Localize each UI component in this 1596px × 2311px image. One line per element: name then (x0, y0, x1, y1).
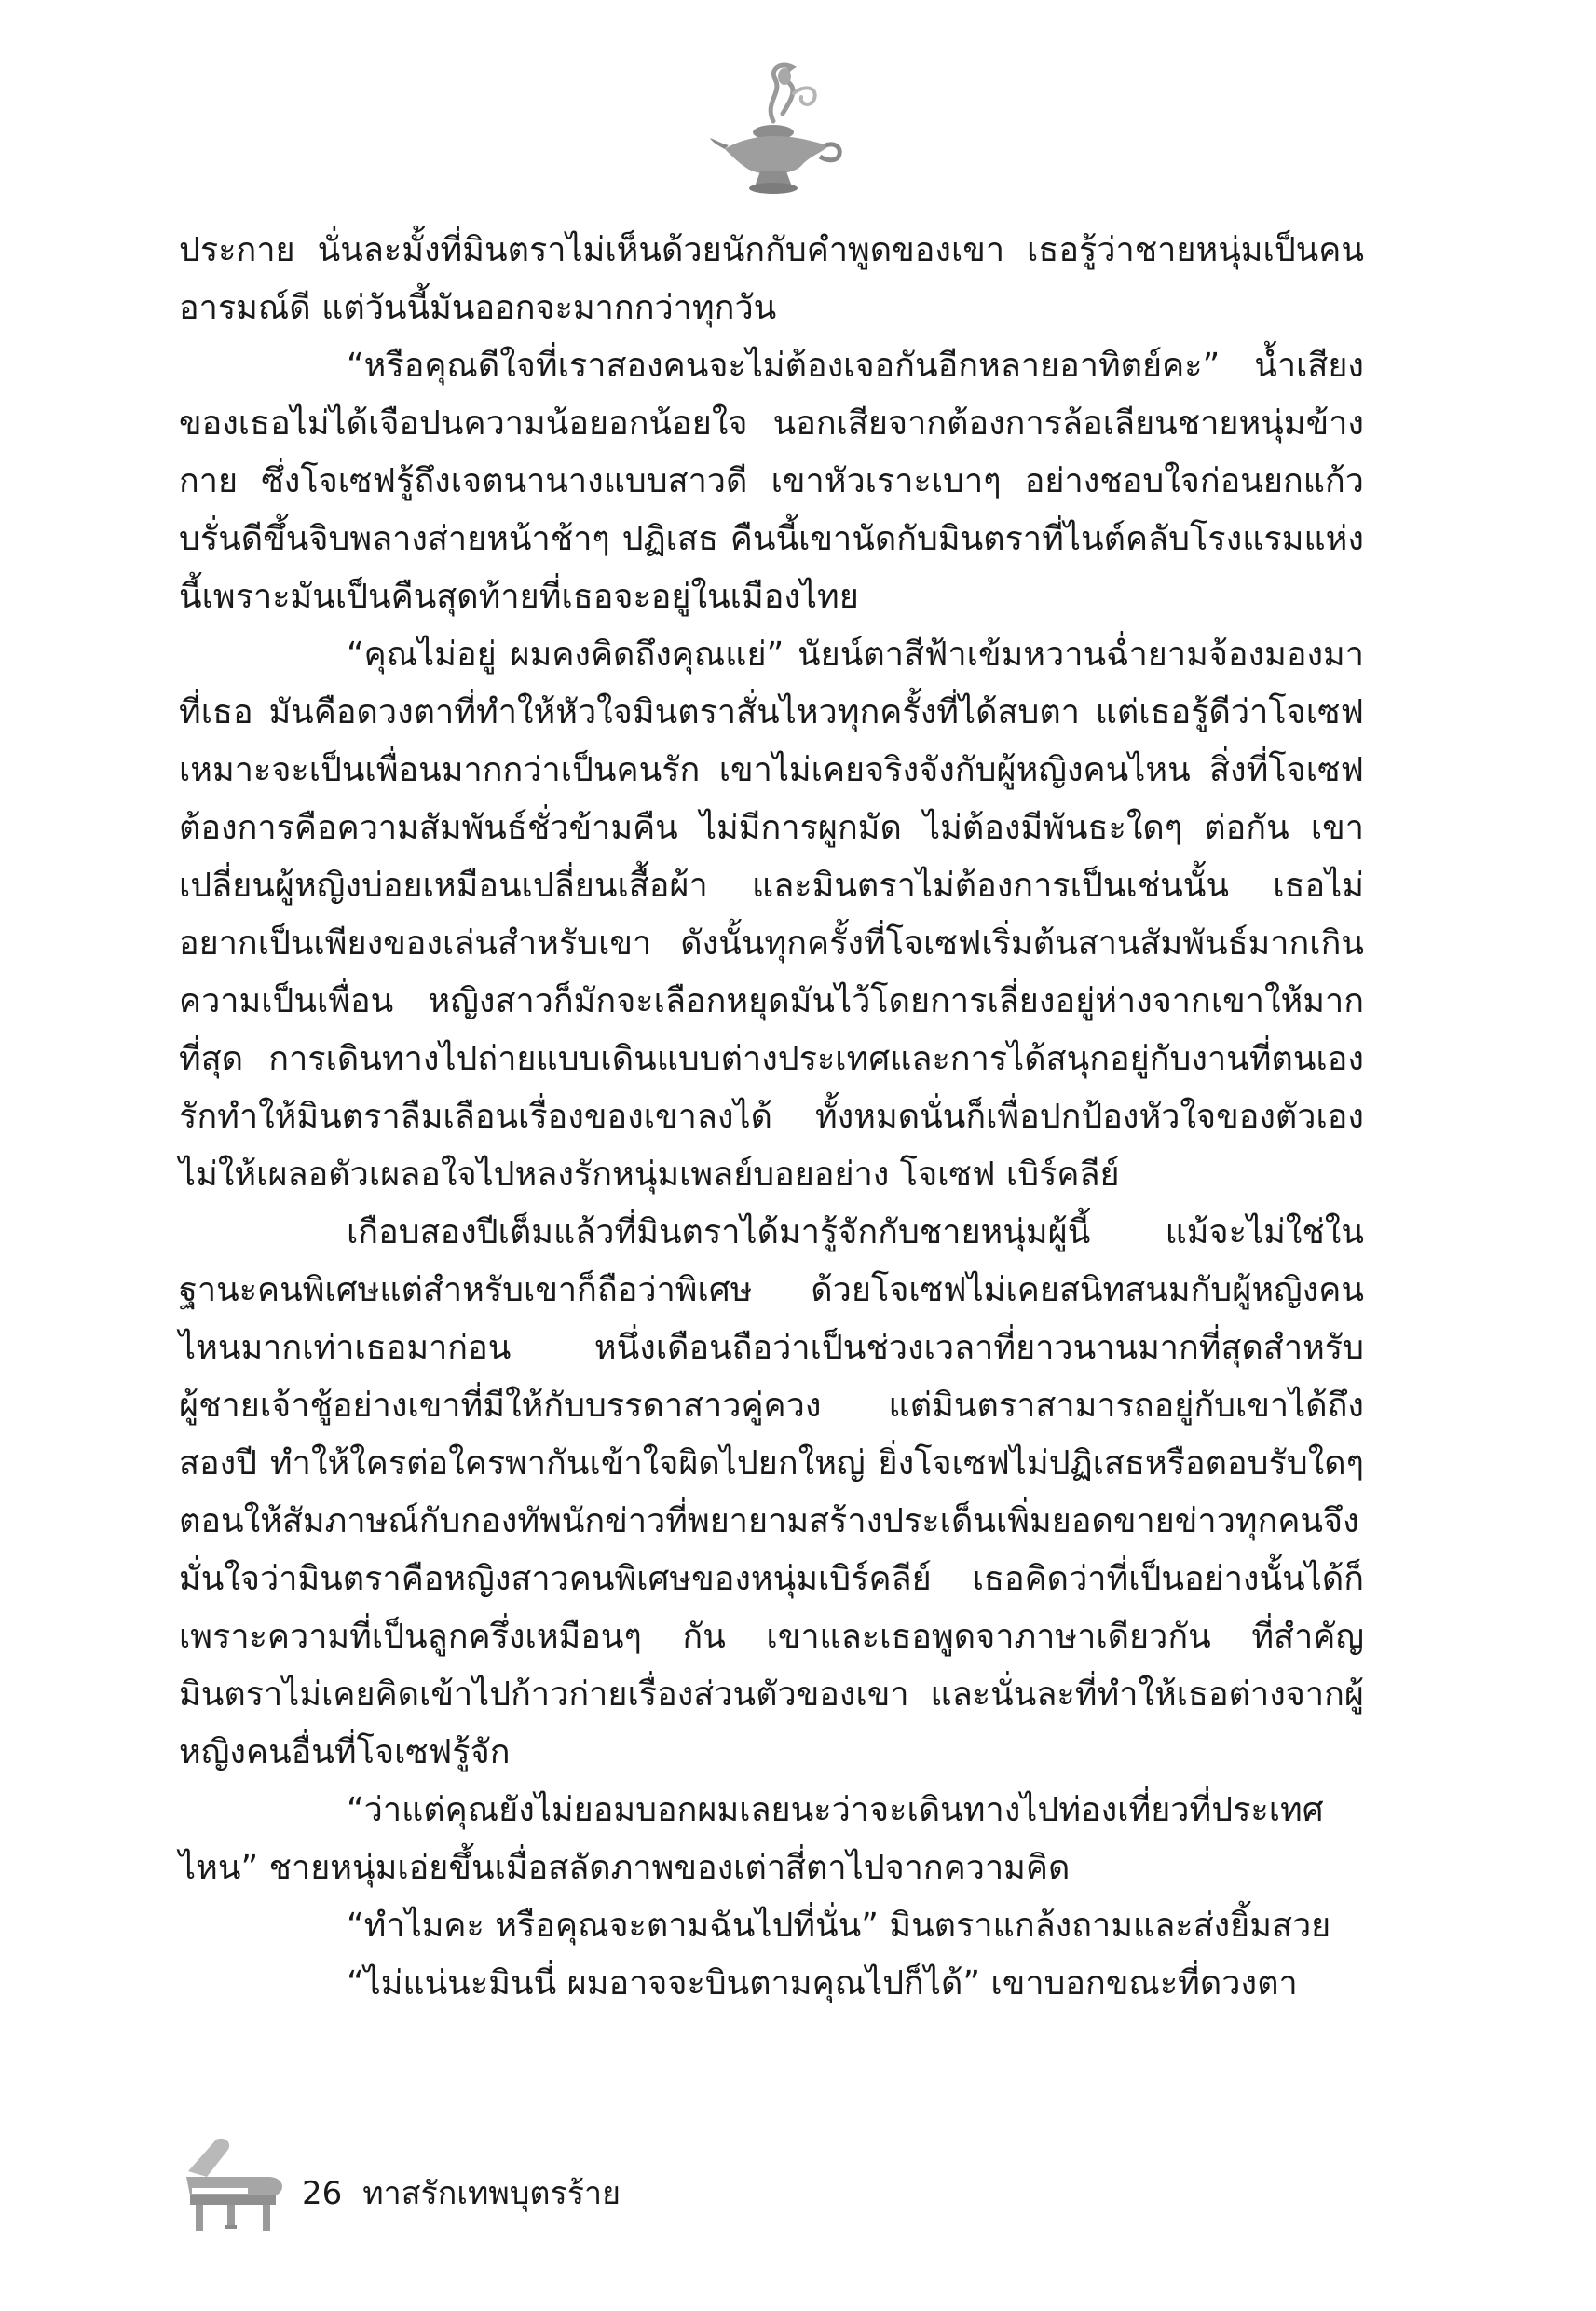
footer-text (302, 2167, 641, 2218)
paragraph: “ทำไมคะ หรือคุณจะตามฉันไปที่นั่น” มินตราแกล้งถามและส่งยิ้มสวย (347, 1907, 1331, 1945)
book-title: ทาสรักเทพบุตรร้าย (362, 2175, 621, 2212)
paragraph: “ว่าแต่คุณยังไม่ยอมบอกผมเลยนะว่าจะเดินทางไปท่องเที่ยวที่ประเทศไหน” ชายหนุ่มเอ่ยขึ้นเมื่อสลัดภาพของเต่าสี่ตาไปจากความคิด (179, 1791, 1324, 1887)
paragraph: “คุณไม่อยู่ ผมคงคิดถึงคุณแย่” นัยน์ตาสีฟ้าเข้มหวานฉ่ำยามจ้องมองมาที่เธอ มันคือดวงตาที่ทำให้หัวใจมินตราสั่นไหวทุกครั้งที่ได้สบตา แต่เธอรู้ดีว่าโจเซฟเหมาะจะเป็นเพื่อนมากกว่าเป็นคนรัก เขาไม่เคยจริงจังกับผู้หญิงคนไหน สิ่งที่โจเซฟต้องการคือความสัมพันธ์ชั่วข้ามคืน ไม่มีการผูกมัด ไม่ต้องมีพันธะใดๆ ต่อกัน เขาเปลี่ยนผู้หญิงบ่อยเหมือนเปลี่ยนเสื้อผ้า และมินตราไม่ต้องการเป็นเช่นนั้น เธอไม่อยากเป็นเพียงของเล่นสำหรับเขา ดังนั้นทุกครั้งที่โจเซฟเริ่มต้นสานสัมพันธ์มากเกินความเป็นเพื่อน หญิงสาวก็มักจะเลือกหยุดมันไว้โดยการเลี่ยงอยู่ห่างจากเขาให้มากที่สุด การเดินทางไปถ่ายแบบเดินแบบต่างประเทศและการได้สนุกอยู่กับงานที่ตนเองรักทำให้มินตราลืมเลือนเรื่องของเขาลงได้ ทั้งหมดนั่นก็เพื่อปกป้องหัวใจของตัวเองไม่ให้เผลอตัวเผลอใจไปหลงรักหนุ่มเพลย์บอยอย่าง โจเซฟ เบิร์คลีย์ (179, 636, 1364, 1194)
genie-lamp-icon (708, 56, 848, 205)
paragraph: ประกาย นั่นละมั้งที่มินตราไม่เห็นด้วยนักกับคำพูดของเขา เธอรู้ว่าชายหนุ่มเป็นคนอารมณ์ดี แต่วันนี้มันออกจะมากกว่าทุกวัน (179, 231, 1364, 327)
page-number: 26 (302, 2175, 343, 2212)
paragraph: “หรือคุณดีใจที่เราสองคนจะไม่ต้องเจอกันอีกหลายอาทิตย์คะ” น้ำเสียงของเธอไม่ได้เจือปนความน้อยอกน้อยใจ นอกเสียจากต้องการล้อเลียนชายหนุ่มข้างกาย ซึ่งโจเซฟรู้ถึงเจตนานางแบบสาวดี เขาหัวเราะเบาๆ อย่างชอบใจก่อนยกแก้วบรั่นดีขึ้นจิบพลางส่ายหน้าช้าๆ ปฏิเสธ คืนนี้เขานัดกับมินตราที่ไนต์คลับโรงแรมแห่งนี้เพราะมันเป็นคืนสุดท้ายที่เธอจะอยู่ในเมืองไทย (179, 347, 1364, 616)
paragraph: เกือบสองปีเต็มแล้วที่มินตราได้มารู้จักกับชายหนุ่มผู้นี้ แม้จะไม่ใช่ในฐานะคนพิเศษแต่สำหรับเขาก็ถือว่าพิเศษ ด้วยโจเซฟไม่เคยสนิทสนมกับผู้หญิงคนไหนมากเท่าเธอมาก่อน หนึ่งเดือนถือว่าเป็นช่วงเวลาที่ยาวนานมากที่สุดสำหรับผู้ชายเจ้าชู้อย่างเขาที่มีให้กับบรรดาสาวคู่ควง แต่มินตราสามารถอยู่กับเขาได้ถึงสองปี ทำให้ใครต่อใครพากันเข้าใจผิดไปยกใหญ่ ยิ่งโจเซฟไม่ปฏิเสธหรือตอบรับใดๆ ตอนให้สัมภาษณ์กับกองทัพนักข่าวที่พยายามสร้างประเด็นเพิ่มยอดขายข่าวทุกคนจึงมั่นใจว่ามินตราคือหญิงสาวคนพิเศษของหนุ่มเบิร์คลีย์ เธอคิดว่าที่เป็นอย่างนั้นได้ก็เพราะความที่เป็นลูกครึ่งเหมือนๆ กัน เขาและเธอพูดจาภาษาเดียวกัน ที่สำคัญมินตราไม่เคยคิดเข้าไปก้าวก่ายเรื่องส่วนตัวของเขา และนั่นละที่ทำให้เธอต่างจากผู้หญิงคนอื่นที่โจเซฟรู้จัก (179, 1213, 1364, 1771)
grand-piano-icon (179, 2134, 291, 2236)
page-footer (179, 2134, 924, 2236)
body-text (179, 222, 1364, 2013)
paragraph: “ไม่แน่นะมินนี่ ผมอาจจะบินตามคุณไปก็ได้” เขาบอกขณะที่ดวงตา (347, 1964, 1298, 2003)
